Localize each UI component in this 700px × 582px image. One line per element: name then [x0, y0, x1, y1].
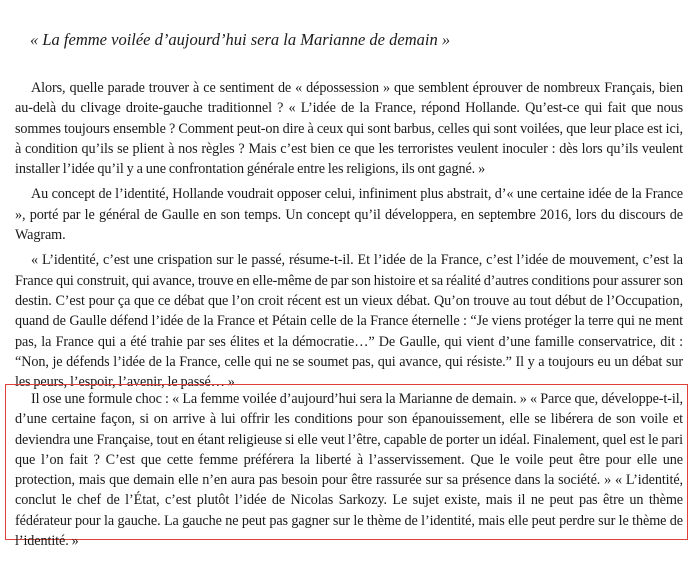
paragraph-1: Alors, quelle parade trouver à ce sentiment de « dépossession » que semblent éprouver de nombreux Français, bien au-delà du clivage droite-gauche traditionnel ? « L’idée de la France, répond Hollande. Qu’est-ce qui fait que nous sommes toujours ensemble ? Comment peut-on dire à ceux qui sont barbus, celles qui sont voilées, que leur place est ici, à condition qu’ils se plient à nos règles ? Mais c’est bien ce que les terroristes veulent inoculer : dès lors qu’ils veulent installer l’idée qu’il y a une confrontation générale entre les religions, ils ont gagné. » — [15, 80, 683, 178]
paragraph-3: « L’identité, c’est une crispation sur le passé, résume-t-il. Et l’idée de la France, c’est l’idée de mouvement, c’est la France qui construit, qui avance, trouve en elle-même de par son histoire et sa réalité d’autres conditions pour assurer son destin. C’est pour ça que ce débat que l’on croit récent est un vieux débat. Qu’on trouve au tout début de l’Occupation, quand de Gaulle défend l’idée de la France et Pétain celle de la France éternelle : “Je viens protéger la terre qui ne ment pas, la France qui a été trahie par ses élites et la démocratie…” De Gaulle, qui vient d’une famille conservatrice, dit : “Non, je défends l’idée de la France, celle qui ne se soumet pas, qui avance, qui résiste.” Il y a toujours eu un débat sur les peurs, l’espoir, l’avenir, le passé… » — [15, 252, 683, 391]
paragraph-2: Au concept de l’identité, Hollande voudrait opposer celui, infiniment plus abstrait, d’« une certaine idée de la France », porté par le général de Gaulle en son temps. Un concept qu’il développera, en septembre 2016, lors du discours de Wagram. — [15, 186, 683, 244]
section-heading: « La femme voilée d’aujourd’hui sera la Marianne de demain » — [30, 30, 451, 49]
article-body — [15, 78, 683, 397]
highlighted-paragraph: Il ose une formule choc : « La femme voilée d’aujourd’hui sera la Marianne de demain. » « Parce que, développe-t-il, d’une certaine façon, si on arrive à lui offrir les conditions pour son épanouissement, elle se libérera de son voile et deviendra une Française, tout en étant religieuse si elle veut l’être, capable de porter un idéal. Finalement, quel est le pari que l’on fait ? C’est que cette femme préférera la liberté à l’asservissement. Que le voile peut être pour elle une protection, mais que demain elle n’en aura pas besoin pour être rassurée sur sa présence dans la société. » « L’identité, conclut le chef de l’État, c’est plutôt l’idée de Nicolas Sarkozy. Le sujet existe, mais il ne peut pas être un thème fédérateur pour la gauche. La gauche ne peut pas gagner sur le thème de l’identité, mais elle peut perdre sur le thème de l’identité. » — [15, 391, 683, 550]
